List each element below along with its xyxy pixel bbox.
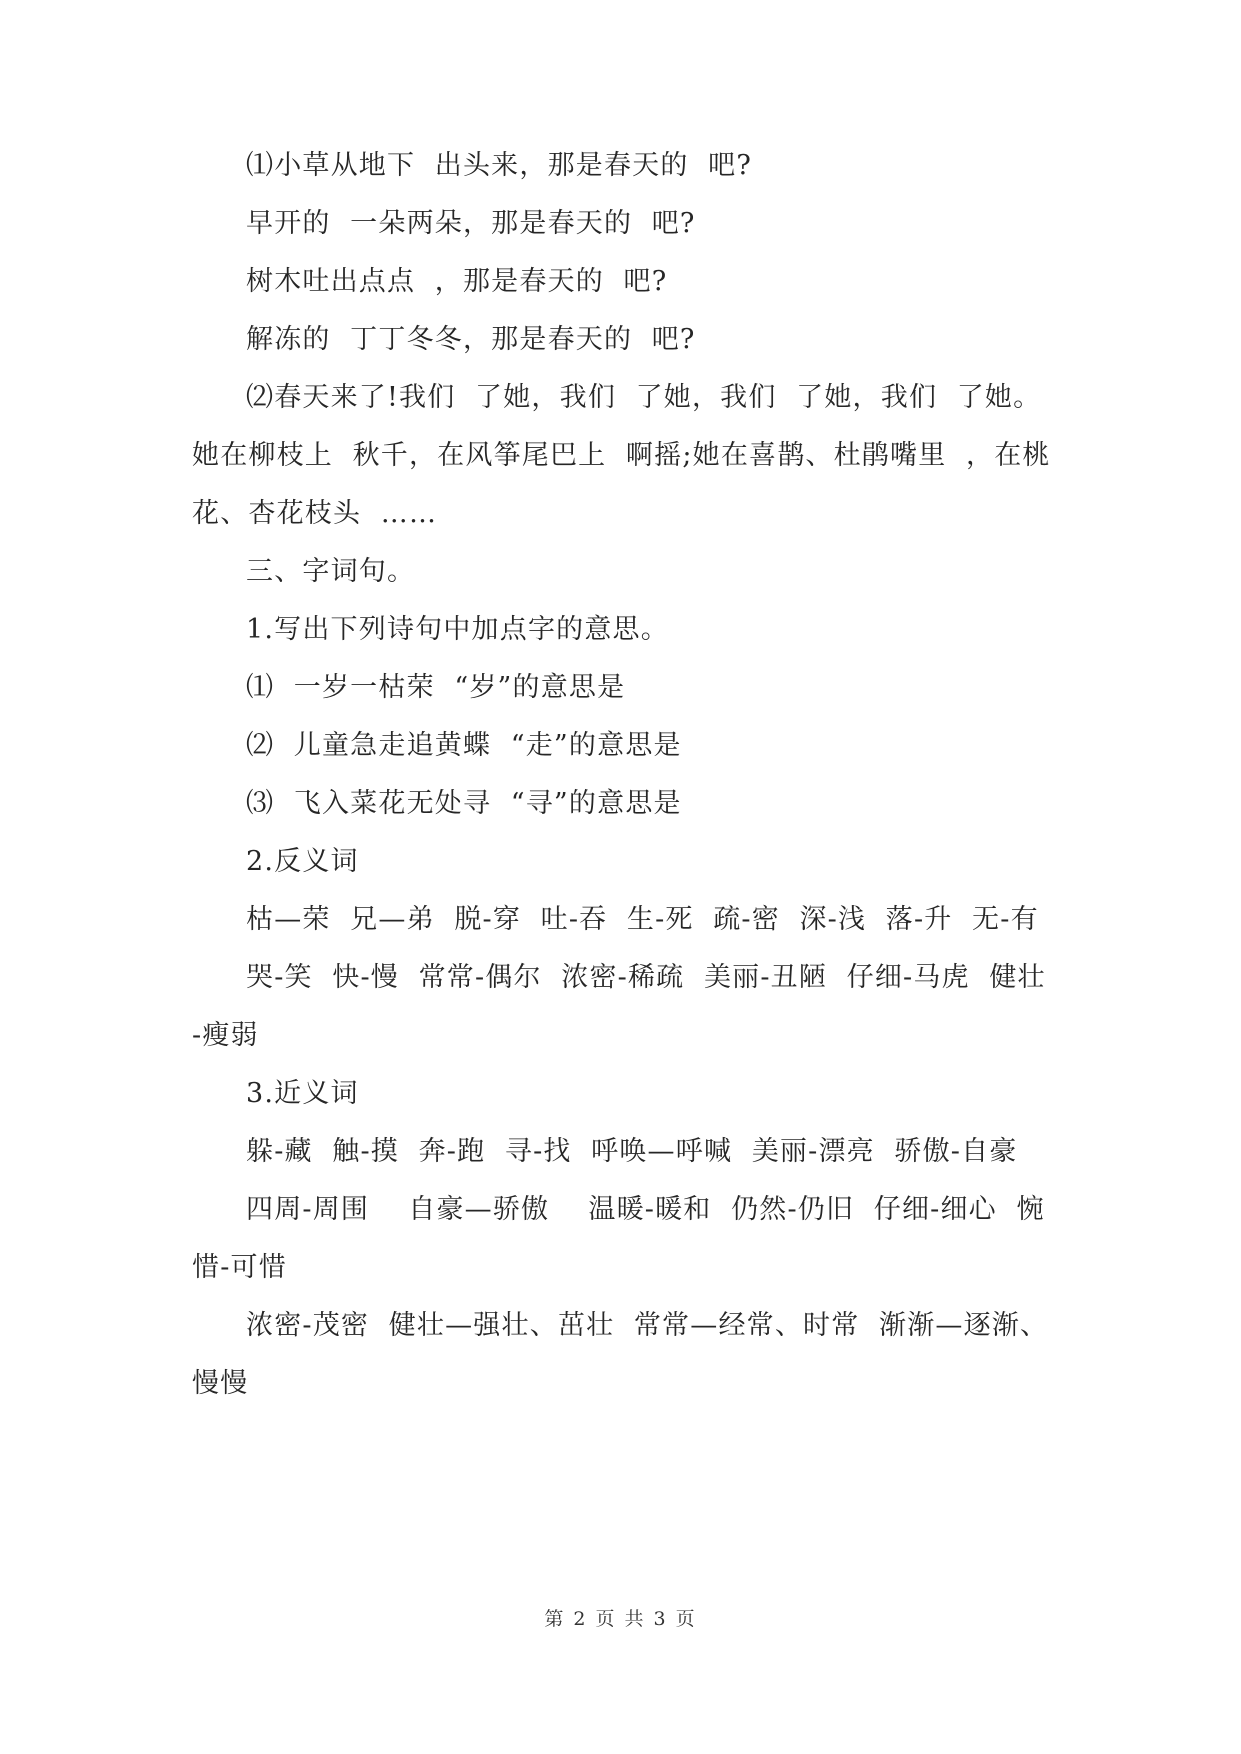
question-heading: 1.写出下列诗句中加点字的意思。 <box>246 614 669 645</box>
text-line-7: 花、杏花枝头 …… <box>192 498 438 529</box>
text-line-20: 惜-可惜 <box>192 1252 287 1283</box>
antonyms-heading: 2.反义词 <box>246 846 359 877</box>
synonyms-heading: 3.近义词 <box>246 1078 359 1109</box>
text-line-19: 四周-周围 自豪—骄傲 温暖-暖和 仍然-仍旧 仔细-细心 惋 <box>246 1194 1045 1225</box>
text-line-16: -瘦弱 <box>192 1020 259 1051</box>
text-line-21: 浓密-茂密 健壮—强壮、茁壮 常常—经常、时常 渐渐—逐渐、 <box>246 1310 1049 1341</box>
section-heading: 三、字词句。 <box>246 556 416 587</box>
text-line-2: 早开的 一朵两朵，那是春天的 吧? <box>246 208 696 239</box>
text-line-1: ⑴小草从地下 出头来，那是春天的 吧? <box>246 150 753 181</box>
text-line-4: 解冻的 丁丁冬冬，那是春天的 吧? <box>246 324 696 355</box>
text-line-11: ⑵ 儿童急走追黄蝶 “走”的意思是 <box>246 730 682 761</box>
text-line-12: ⑶ 飞入菜花无处寻 “寻”的意思是 <box>246 788 682 819</box>
text-line-15: 哭-笑 快-慢 常常-偶尔 浓密-稀疏 美丽-丑陋 仔细-马虎 健壮 <box>246 962 1046 993</box>
text-line-14: 枯—荣 兄—弟 脱-穿 吐-吞 生-死 疏-密 深-浅 落-升 无-有 <box>246 904 1039 935</box>
text-line-18: 躲-藏 触-摸 奔-跑 寻-找 呼唤—呼喊 美丽-漂亮 骄傲-自豪 <box>246 1136 1018 1167</box>
text-line-10: ⑴ 一岁一枯荣 “岁”的意思是 <box>246 672 626 703</box>
page-number-footer: 第 2 页 共 3 页 <box>544 1608 697 1630</box>
text-line-3: 树木吐出点点 ，那是春天的 吧? <box>246 266 668 297</box>
text-line-22: 慢慢 <box>192 1368 249 1399</box>
text-line-6: 她在柳枝上 秋千，在风筝尾巴上 啊摇;她在喜鹊、杜鹃嘴里 ，在桃 <box>192 440 1051 471</box>
text-line-5: ⑵春天来了!我们 了她，我们 了她，我们 了她，我们 了她。 <box>246 382 1042 413</box>
